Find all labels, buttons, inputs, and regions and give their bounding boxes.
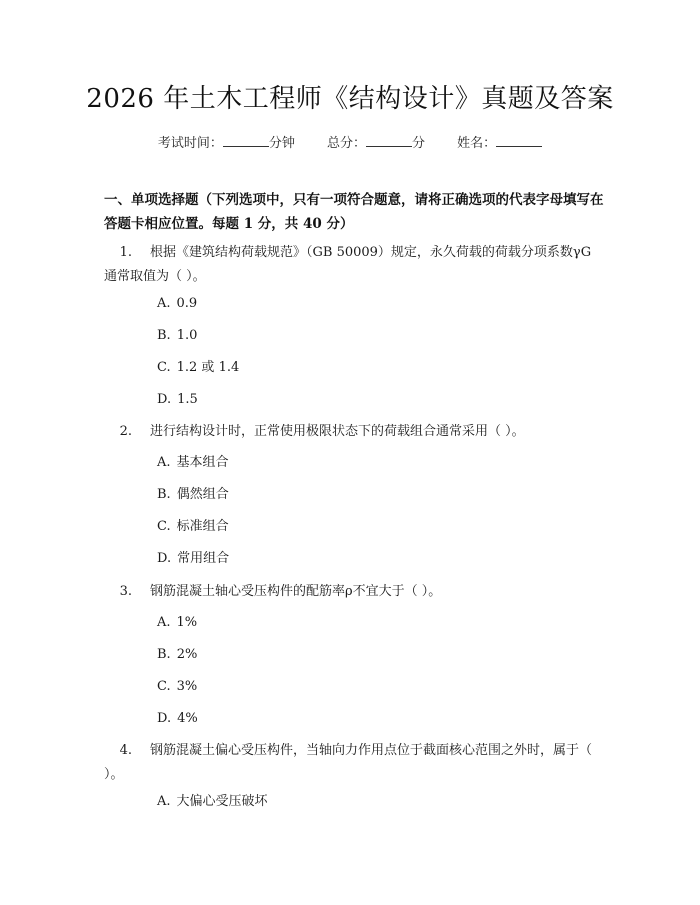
- question-2: [104, 420, 604, 444]
- question-number: 3.: [119, 584, 132, 599]
- option-3b: [157, 645, 197, 665]
- option-letter: A.: [157, 615, 171, 630]
- option-1b: [157, 326, 197, 346]
- exam-meta: [0, 132, 700, 151]
- section-heading: 一、单项选择题（下列选项中，只有一项符合题意，请将正确选项的代表字母填写在答题卡相应位置。每题 1 分，共 40 分）: [104, 192, 604, 232]
- option-letter: B.: [157, 487, 171, 502]
- time-field: [158, 136, 299, 151]
- question-number: 1.: [119, 245, 132, 260]
- score-blank: [366, 134, 412, 147]
- option-text: 4%: [177, 711, 198, 726]
- option-text: 1.0: [176, 328, 198, 343]
- option-3c: [157, 677, 197, 697]
- question-text: 钢筋混凝土偏心受压构件，当轴向力作用点位于截面核心范围之外时，属于（ ）。: [104, 743, 593, 782]
- option-letter: A.: [157, 455, 171, 470]
- option-3a: [157, 613, 197, 633]
- name-field: [457, 136, 542, 151]
- option-text: 基本组合: [176, 455, 229, 470]
- option-letter: D.: [157, 711, 172, 726]
- question-3: [104, 580, 604, 604]
- option-1c: [157, 358, 239, 378]
- option-letter: D.: [157, 392, 172, 407]
- option-1d: [157, 390, 198, 410]
- option-4a: [157, 792, 268, 812]
- option-letter: B.: [157, 647, 171, 662]
- time-unit: 分钟: [268, 136, 295, 151]
- question-number: 2.: [119, 424, 132, 439]
- option-text: 偶然组合: [176, 487, 229, 502]
- question-1: [104, 241, 604, 289]
- question-text: 进行结构设计时，正常使用极限状态下的荷载组合通常采用（ ）。: [150, 424, 525, 439]
- question-number: 4.: [119, 743, 132, 758]
- option-1a: [157, 294, 197, 314]
- option-2c: [157, 517, 229, 537]
- page-title: 2026 年土木工程师《结构设计》真题及答案: [86, 84, 614, 114]
- option-letter: B.: [157, 328, 171, 343]
- option-2d: [157, 549, 229, 569]
- time-blank: [223, 134, 269, 147]
- option-text: 大偏心受压破坏: [176, 794, 268, 809]
- score-unit: 分: [412, 136, 426, 151]
- option-text: 1.5: [177, 392, 198, 407]
- option-2a: [157, 453, 229, 473]
- time-label: 考试时间：: [157, 136, 223, 151]
- score-label: 总分：: [326, 136, 366, 151]
- option-letter: D.: [157, 551, 172, 566]
- option-text: 0.9: [176, 296, 198, 311]
- option-text: 1%: [176, 615, 198, 630]
- option-text: 3%: [176, 679, 198, 694]
- name-label: 姓名：: [457, 136, 497, 151]
- option-text: 1.2 或 1.4: [176, 360, 240, 375]
- question-4: [104, 739, 604, 787]
- score-field: [327, 136, 429, 151]
- option-letter: C.: [157, 519, 171, 534]
- option-text: 2%: [176, 647, 198, 662]
- option-letter: A.: [157, 296, 171, 311]
- option-text: 标准组合: [176, 519, 229, 534]
- option-letter: A.: [157, 794, 171, 809]
- option-3d: [157, 709, 198, 729]
- question-text: 根据《建筑结构荷载规范》（GB 50009）规定，永久荷载的荷载分项系数γG 通常取值为（ ）。: [104, 245, 592, 284]
- option-letter: C.: [157, 360, 171, 375]
- name-blank: [496, 134, 542, 147]
- option-text: 常用组合: [177, 551, 230, 566]
- question-text: 钢筋混凝土轴心受压构件的配筋率ρ不宜大于（ ）。: [150, 584, 442, 599]
- option-letter: C.: [157, 679, 171, 694]
- option-2b: [157, 485, 229, 505]
